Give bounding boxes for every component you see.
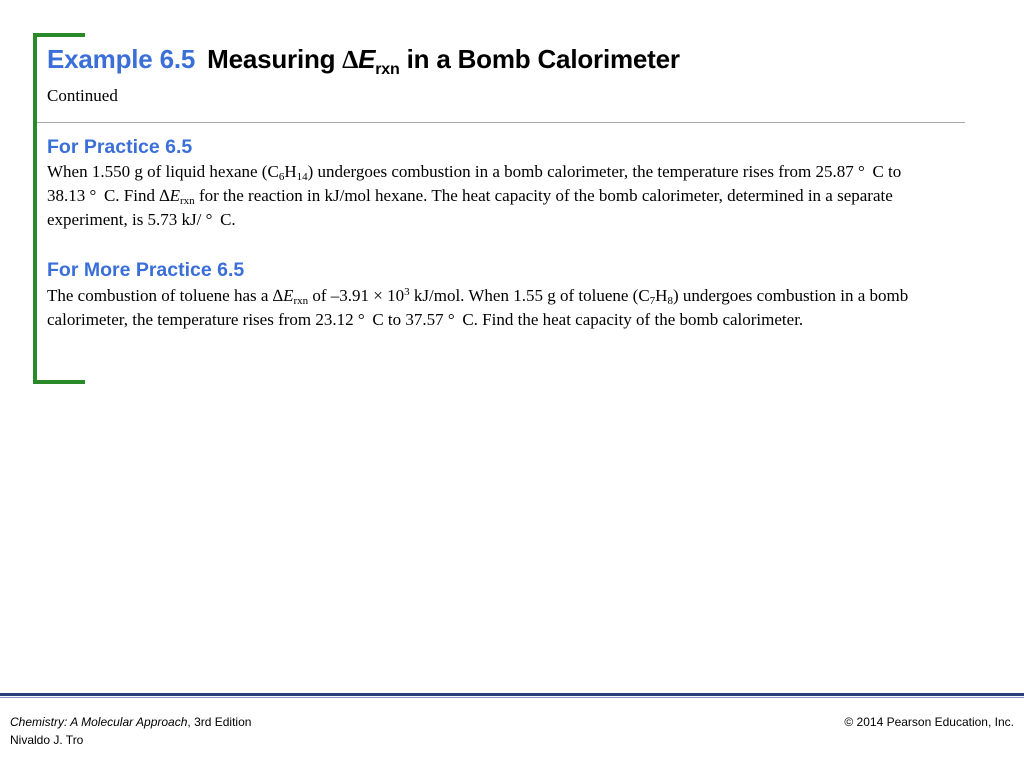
more-e: E (283, 286, 294, 305)
more-t2: of –3.91 × 10 (308, 286, 405, 305)
more-t3: kJ/mol. When 1.55 g of toluene (C (409, 286, 650, 305)
continued-label: Continued (47, 86, 118, 105)
divider-line (37, 122, 965, 123)
title-text (207, 44, 680, 78)
footer-rule-thin (0, 697, 1024, 698)
practice-t2: H (284, 162, 297, 181)
more-t5: ) undergoes combustion in a bomb calorimeter, the temperature rises from 23.12 ° C to 37.57 ° C. Find the heat capacity of the bomb calorimeter. (47, 286, 909, 329)
practice-text (47, 160, 937, 232)
footer-book (10, 715, 251, 729)
practice-heading: For Practice 6.5 (47, 136, 193, 158)
title-delta: ∆ (342, 45, 359, 74)
practice-s3: rxn (180, 195, 195, 207)
example-label: Example 6.5 (47, 44, 196, 74)
title-e: E (358, 44, 376, 74)
practice-t1: When 1.550 g of liquid hexane (C (47, 162, 279, 181)
footer-author: Nivaldo J. Tro (10, 733, 84, 747)
more-sup1: 3 (404, 286, 410, 298)
practice-t4: for the reaction in kJ/mol hexane. The heat capacity of the bomb calorimeter, determined in a separate experiment, is 5.73 kJ/ ° C. (47, 186, 893, 229)
title-sub: rxn (375, 61, 400, 78)
slide-title (47, 44, 680, 79)
bracket-side-decoration (33, 33, 37, 384)
title-measuring: Measuring (207, 44, 343, 74)
practice-s2: 14 (296, 171, 308, 183)
practice-e: E (169, 186, 181, 205)
practice-s1: 6 (278, 171, 285, 183)
footer-rule (0, 693, 1024, 696)
more-practice-heading: For More Practice 6.5 (47, 259, 245, 281)
title-rest: in a Bomb Calorimeter (399, 44, 680, 74)
practice-t3: ) undergoes combustion in a bomb calorimeter, the temperature rises from 25.87 ° C to 38.13 ° C. Find ∆ (47, 162, 902, 205)
footer-edition: , 3rd Edition (187, 715, 252, 729)
bracket-bottom-decoration (33, 380, 85, 384)
footer-copyright: © 2014 Pearson Education, Inc. (844, 715, 1014, 729)
footer-book-title: Chemistry: A Molecular Approach (10, 715, 188, 729)
bracket-top-decoration (33, 33, 85, 37)
more-s3: 8 (667, 295, 673, 307)
more-t4: H (655, 286, 668, 305)
more-t1: The combustion of toluene has a ∆ (47, 286, 284, 305)
more-s2: 7 (649, 295, 656, 307)
more-practice-text (47, 284, 937, 332)
more-s1: rxn (293, 295, 309, 307)
